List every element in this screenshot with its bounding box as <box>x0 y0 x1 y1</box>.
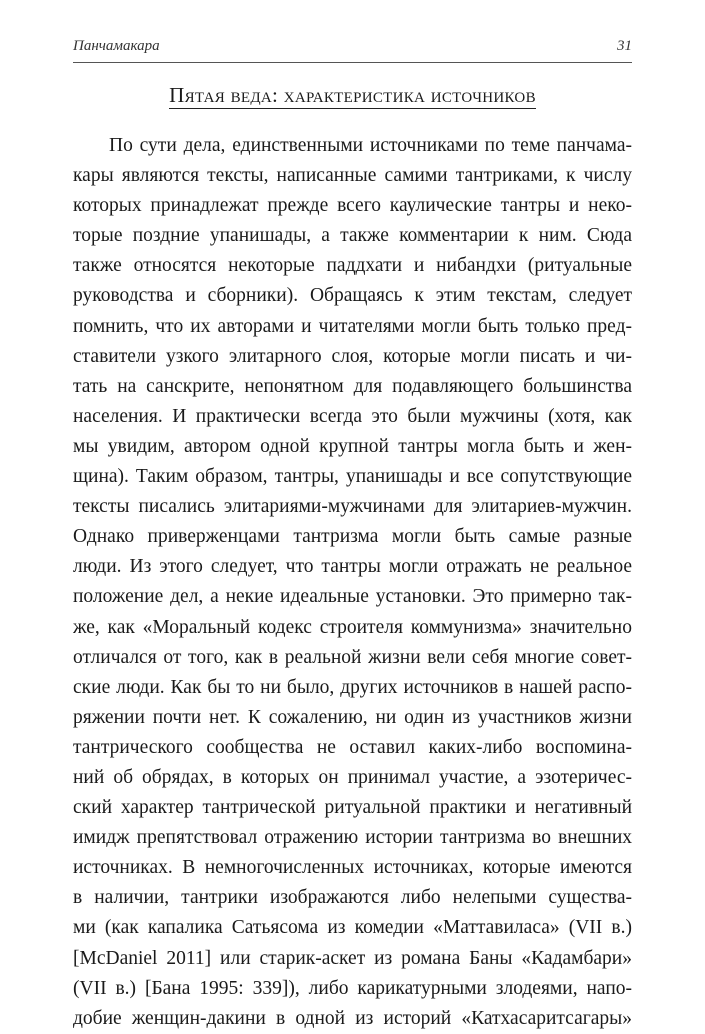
section-title <box>73 83 632 108</box>
text-line: Однако приверженцами тантризма могли быть самые разные <box>73 526 632 548</box>
text-line: мы увидим, автором одной крупной тантры могла быть и жен- <box>73 435 632 457</box>
text-line: которых принадлежат прежде всего каулические тантры и неко- <box>73 195 632 217</box>
page-number: 31 <box>617 38 632 54</box>
text-line: ставители узкого элитарного слоя, которые могли писать и чи- <box>73 345 632 367</box>
text-line: ские люди. Как бы то ни было, других источников в нашей распо- <box>73 676 632 698</box>
section-title-text: Пятая веда: характеристика источников <box>169 83 536 107</box>
text-line: тексты писались элитариями-мужчинами для элитариев-мужчин. <box>73 496 632 518</box>
text-line: [McDaniel 2011] или старик-аскет из романа Баны «Кадамбари» <box>73 947 632 969</box>
text-line: населения. И практически всегда это были мужчины (хотя, как <box>73 405 632 427</box>
text-line: кары являются тексты, написанные самими тантриками, к числу <box>73 165 632 187</box>
text-line: положение дел, а некие идеальные установки. Это примерно так- <box>73 586 632 608</box>
text-line: ряжении почти нет. К сожалению, ни один из участников жизни <box>73 706 632 728</box>
text-line: также относятся некоторые паддхати и нибандхи (ритуальные <box>73 255 632 277</box>
text-line: отличался от того, как в реальной жизни вели себя многие совет- <box>73 646 632 668</box>
text-line: По сути дела, единственными источниками по теме панчама- <box>109 135 632 156</box>
text-line: люди. Из этого следует, что тантры могли отражать не реальное <box>73 556 632 578</box>
text-line: в наличии, тантрики изображаются либо нелепыми существа- <box>73 887 632 909</box>
text-line: тантрического сообщества не оставил каких-либо воспомина- <box>73 736 632 758</box>
text-line: тать на санскрите, непонятном для подавляющего большинства <box>73 375 632 397</box>
text-line: ний об обрядах, в которых он принимал участие, а эзотеричес- <box>73 766 632 788</box>
text-line: же, как «Моральный кодекс строителя коммунизма» значительно <box>73 616 632 638</box>
text-line: ский характер тантрической ритуальной практики и негативный <box>73 797 632 819</box>
text-line: ми (как капалика Сатьясома из комедии «Маттавиласа» (VII в.) <box>73 917 632 939</box>
text-line: помнить, что их авторами и читателями могли быть только пред- <box>73 315 632 337</box>
running-title: Панчамакара <box>73 38 160 54</box>
text-line: источниках. В немногочисленных источниках, которые имеются <box>73 857 632 879</box>
text-line: добие женщин-дакини в одной из историй «Катхасаритсагары» <box>73 1007 632 1029</box>
text-line: (VII в.) [Бана 1995: 339]), либо карикатурными злодеями, напо- <box>73 977 632 999</box>
running-header <box>73 38 632 60</box>
text-line: руководства и сборники). Обращаясь к этим текстам, следует <box>73 285 632 307</box>
header-rule <box>73 62 632 63</box>
text-line: торые поздние упанишады, а также комментарии к ним. Сюда <box>73 225 632 247</box>
body-paragraph <box>73 131 632 1034</box>
text-line: щина). Таким образом, тантры, упанишады и все сопутствующие <box>73 466 632 488</box>
text-line: имидж препятствовал отражению истории тантризма во внешних <box>73 827 632 849</box>
